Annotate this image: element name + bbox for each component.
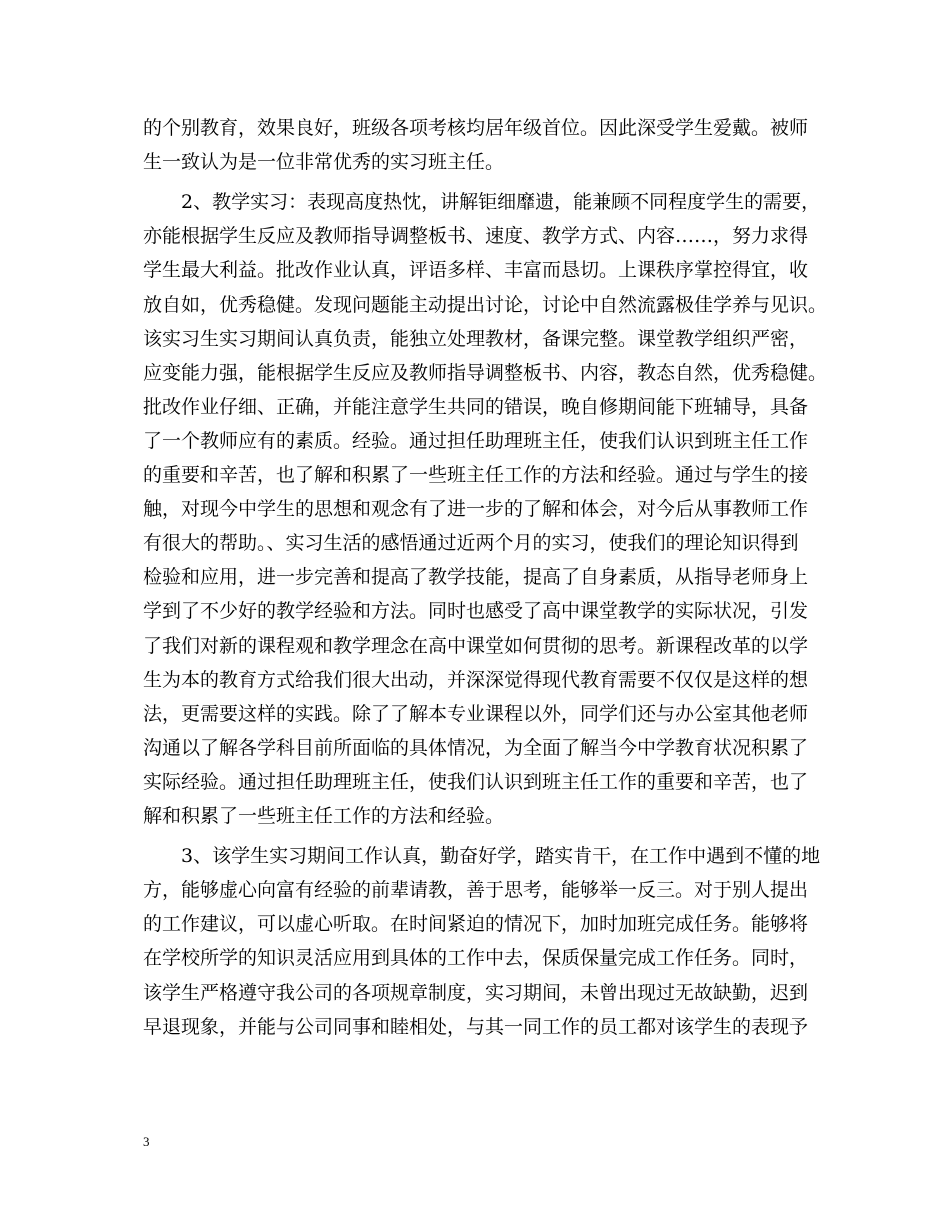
text-line: 应变能力强，能根据学生反应及教师指导调整板书、内容，教态自然，优秀稳健。 [143, 362, 828, 384]
text-line: 放自如，优秀稳健。发现问题能主动提出讨论，讨论中自然流露极佳学养与见识。 [143, 294, 828, 316]
text-line: 3、该学生实习期间工作认真，勤奋好学，踏实肯干，在工作中遇到不懂的地 [143, 845, 821, 867]
text-line: 该实习生实习期间认真负责，能独立处理教材，备课完整。课堂教学组织严密， [143, 328, 809, 350]
text-line: 在学校所学的知识灵活应用到具体的工作中去，保质保量完成工作任务。同时， [143, 947, 809, 969]
text-line: 早退现象，并能与公司同事和睦相处，与其一同工作的员工都对该学生的表现予 [143, 1016, 809, 1038]
text-line: 批改作业仔细、正确，并能注意学生共同的错误，晚自修期间能下班辅导，具备 [143, 396, 809, 418]
text-line: 的个别教育，效果良好，班级各项考核均居年级首位。因此深受学生爱戴。被师 [143, 117, 809, 139]
text-line: 亦能根据学生反应及教师指导调整板书、速度、教学方式、内容……，努力求得 [143, 225, 809, 247]
text-line: 学生最大利益。批改作业认真，评语多样、丰富而恳切。上课秩序掌控得宜，收 [143, 259, 809, 281]
text-line: 了一个教师应有的素质。经验。通过担任助理班主任，使我们认识到班主任工作 [143, 430, 809, 452]
text-line: 了我们对新的课程观和教学理念在高中课堂如何贯彻的思考。新课程改革的以学 [143, 635, 809, 657]
text-line: 学到了不少好的教学经验和方法。同时也感受了高中课堂教学的实际状况，引发 [143, 600, 809, 622]
text-line: 触，对现今中学生的思想和观念有了进一步的了解和体会，对今后从事教师工作 [143, 498, 809, 520]
text-line: 的工作建议，可以虚心听取。在时间紧迫的情况下，加时加班完成任务。能够将 [143, 913, 809, 935]
text-line: 检验和应用，进一步完善和提高了教学技能，提高了自身素质，从指导老师身上 [143, 566, 809, 588]
text-line: 2、教学实习：表现高度热忱，讲解钜细靡遗，能兼顾不同程度学生的需要， [143, 191, 821, 213]
text-line: 生为本的教育方式给我们很大出动，并深深觉得现代教育需要不仅仅是这样的想 [143, 669, 809, 691]
text-line: 生一致认为是一位非常优秀的实习班主任。 [143, 151, 505, 173]
page-number: 3 [143, 1134, 150, 1149]
text-line: 该学生严格遵守我公司的各项规章制度，实习期间，未曾出现过无故缺勤，迟到 [143, 982, 809, 1004]
text-line: 解和积累了一些班主任工作的方法和经验。 [143, 805, 505, 827]
text-line: 的重要和辛苦，也了解和积累了一些班主任工作的方法和经验。通过与学生的接 [143, 464, 809, 486]
text-line: 法，更需要这样的实践。除了了解本专业课程以外，同学们还与办公室其他老师 [143, 703, 809, 725]
text-line: 实际经验。通过担任助理班主任，使我们认识到班主任工作的重要和辛苦，也了 [143, 771, 809, 793]
text-line: 有很大的帮助。、实习生活的感悟通过近两个月的实习，使我们的理论知识得到 [143, 532, 799, 554]
text-line: 沟通以了解各学科目前所面临的具体情况，为全面了解当今中学教育状况积累了 [143, 737, 809, 759]
text-line: 方，能够虚心向富有经验的前辈请教，善于思考，能够举一反三。对于别人提出 [143, 879, 809, 901]
